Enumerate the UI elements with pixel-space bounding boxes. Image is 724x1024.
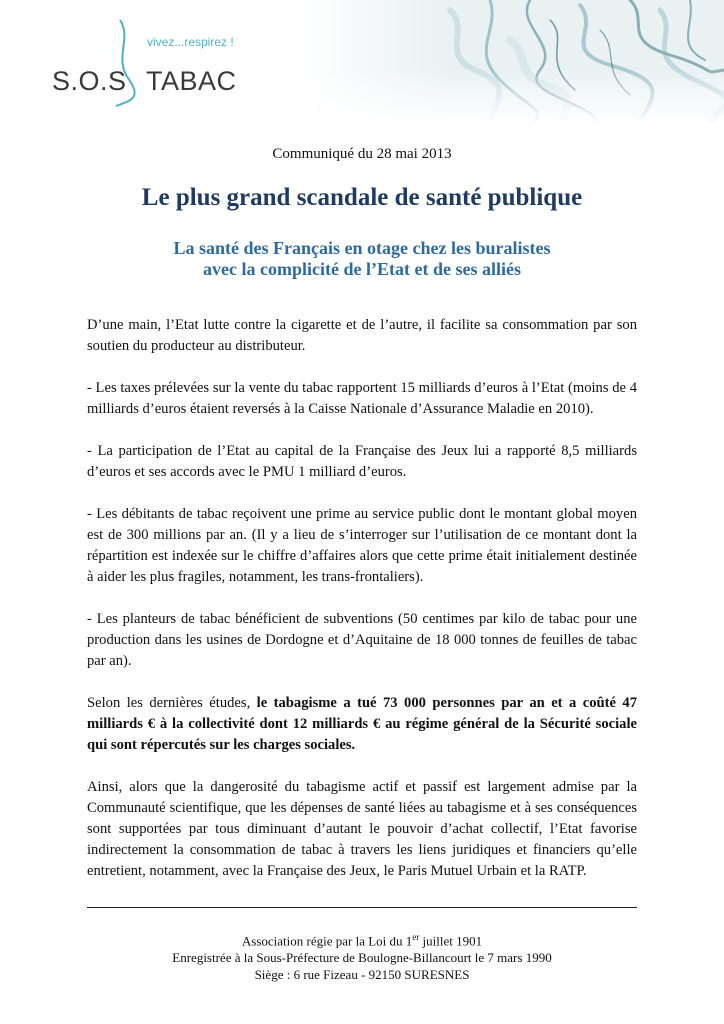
paragraph-fdj: - La participation de l’Etat au capital de la Française des Jeux lui a rapporté 8,5 milliards d’euros et ses accords avec le PMU 1 milliard d’euros. xyxy=(87,443,637,480)
footer-divider xyxy=(87,907,637,908)
paragraph-etudes xyxy=(87,693,637,756)
paragraph-conclusion: Ainsi, alors que la dangerosité du tabagisme actif et passif est largement admise par la Communauté scientifique, que les dépenses de santé liées au tabagisme et à ses conséquences sont supportées par tous diminuant d’autant le pouvoir d’achat collectif, l’Etat favorise indirectement la consommation de tabac à travers les liens juridiques et financiers qu’elle entretient, notamment, avec la Française des Jeux, le Paris Mutuel Urbain et la RATP. xyxy=(87,779,637,879)
footer-line-3: Siège : 6 rue Fizeau - 92150 SURESNES xyxy=(254,967,470,983)
footer-line-1-sup: er xyxy=(412,932,420,942)
footer xyxy=(0,929,724,983)
paragraph-taxes: - Les taxes prélevées sur la vente du tabac rapportent 15 milliards d’euros à l’Etat (moins de 4 milliards d’euros étaient reversés à la Caisse Nationale d’Assurance Maladie en 2010). xyxy=(87,380,637,417)
smoke-decoration xyxy=(300,0,724,125)
logo-name-left: S.O.S xyxy=(52,66,127,96)
subtitle-line-2: avec la complicité de l’Etat et de ses alliés xyxy=(203,259,521,279)
logo-name-right: TABAC xyxy=(146,66,237,96)
paragraph-intro: D’une main, l’Etat lutte contre la cigarette et de l’autre, il facilite sa consommation par son soutien du producteur au distributeur. xyxy=(87,317,637,354)
paragraph-debitants: - Les débitants de tabac reçoivent une prime au service public dont le montant global moyen est de 300 millions par an. (Il y a lieu de s’interroger sur l’utilisation de ce montant dont la répartition est indexée sur le chiffre d’affaires alors que cette prime était initialement destinée à aider les plus fragiles, notamment, les trans-frontaliers). xyxy=(87,506,637,585)
paragraph-etudes-highlight: le tabagisme a tué 73 000 personnes par an et a coûté 47 milliards € à la collectivité dont 12 milliards € au régime général de la Sécurité sociale qui sont répercutés sur les charges sociales. xyxy=(87,695,637,753)
page-title: Le plus grand scandale de santé publique xyxy=(141,184,583,211)
body-text xyxy=(87,315,637,903)
logo-tagline: vivez...respirez ! xyxy=(147,35,234,49)
footer-line-1-pre: Association régie par la Loi du 1 xyxy=(241,933,413,949)
subtitle-line-1: La santé des Français en otage chez les buralistes xyxy=(173,238,551,258)
footer-line-1-post: juillet 1901 xyxy=(419,933,483,949)
footer-line-2: Enregistrée à la Sous-Préfecture de Boulogne-Billancourt le 7 mars 1990 xyxy=(172,950,552,966)
paragraph-etudes-intro: Selon les dernières études, xyxy=(87,695,257,711)
subtitle xyxy=(0,238,724,280)
logo xyxy=(24,8,284,108)
paragraph-planteurs: - Les planteurs de tabac bénéficient de subventions (50 centimes par kilo de tabac pour une production dans les usines de Dordogne et d’Aquitaine de 18 000 tonnes de feuilles de tabac par an). xyxy=(87,611,637,669)
footer-line-1 xyxy=(0,929,724,949)
press-release-date: Communiqué du 28 mai 2013 xyxy=(272,146,452,162)
